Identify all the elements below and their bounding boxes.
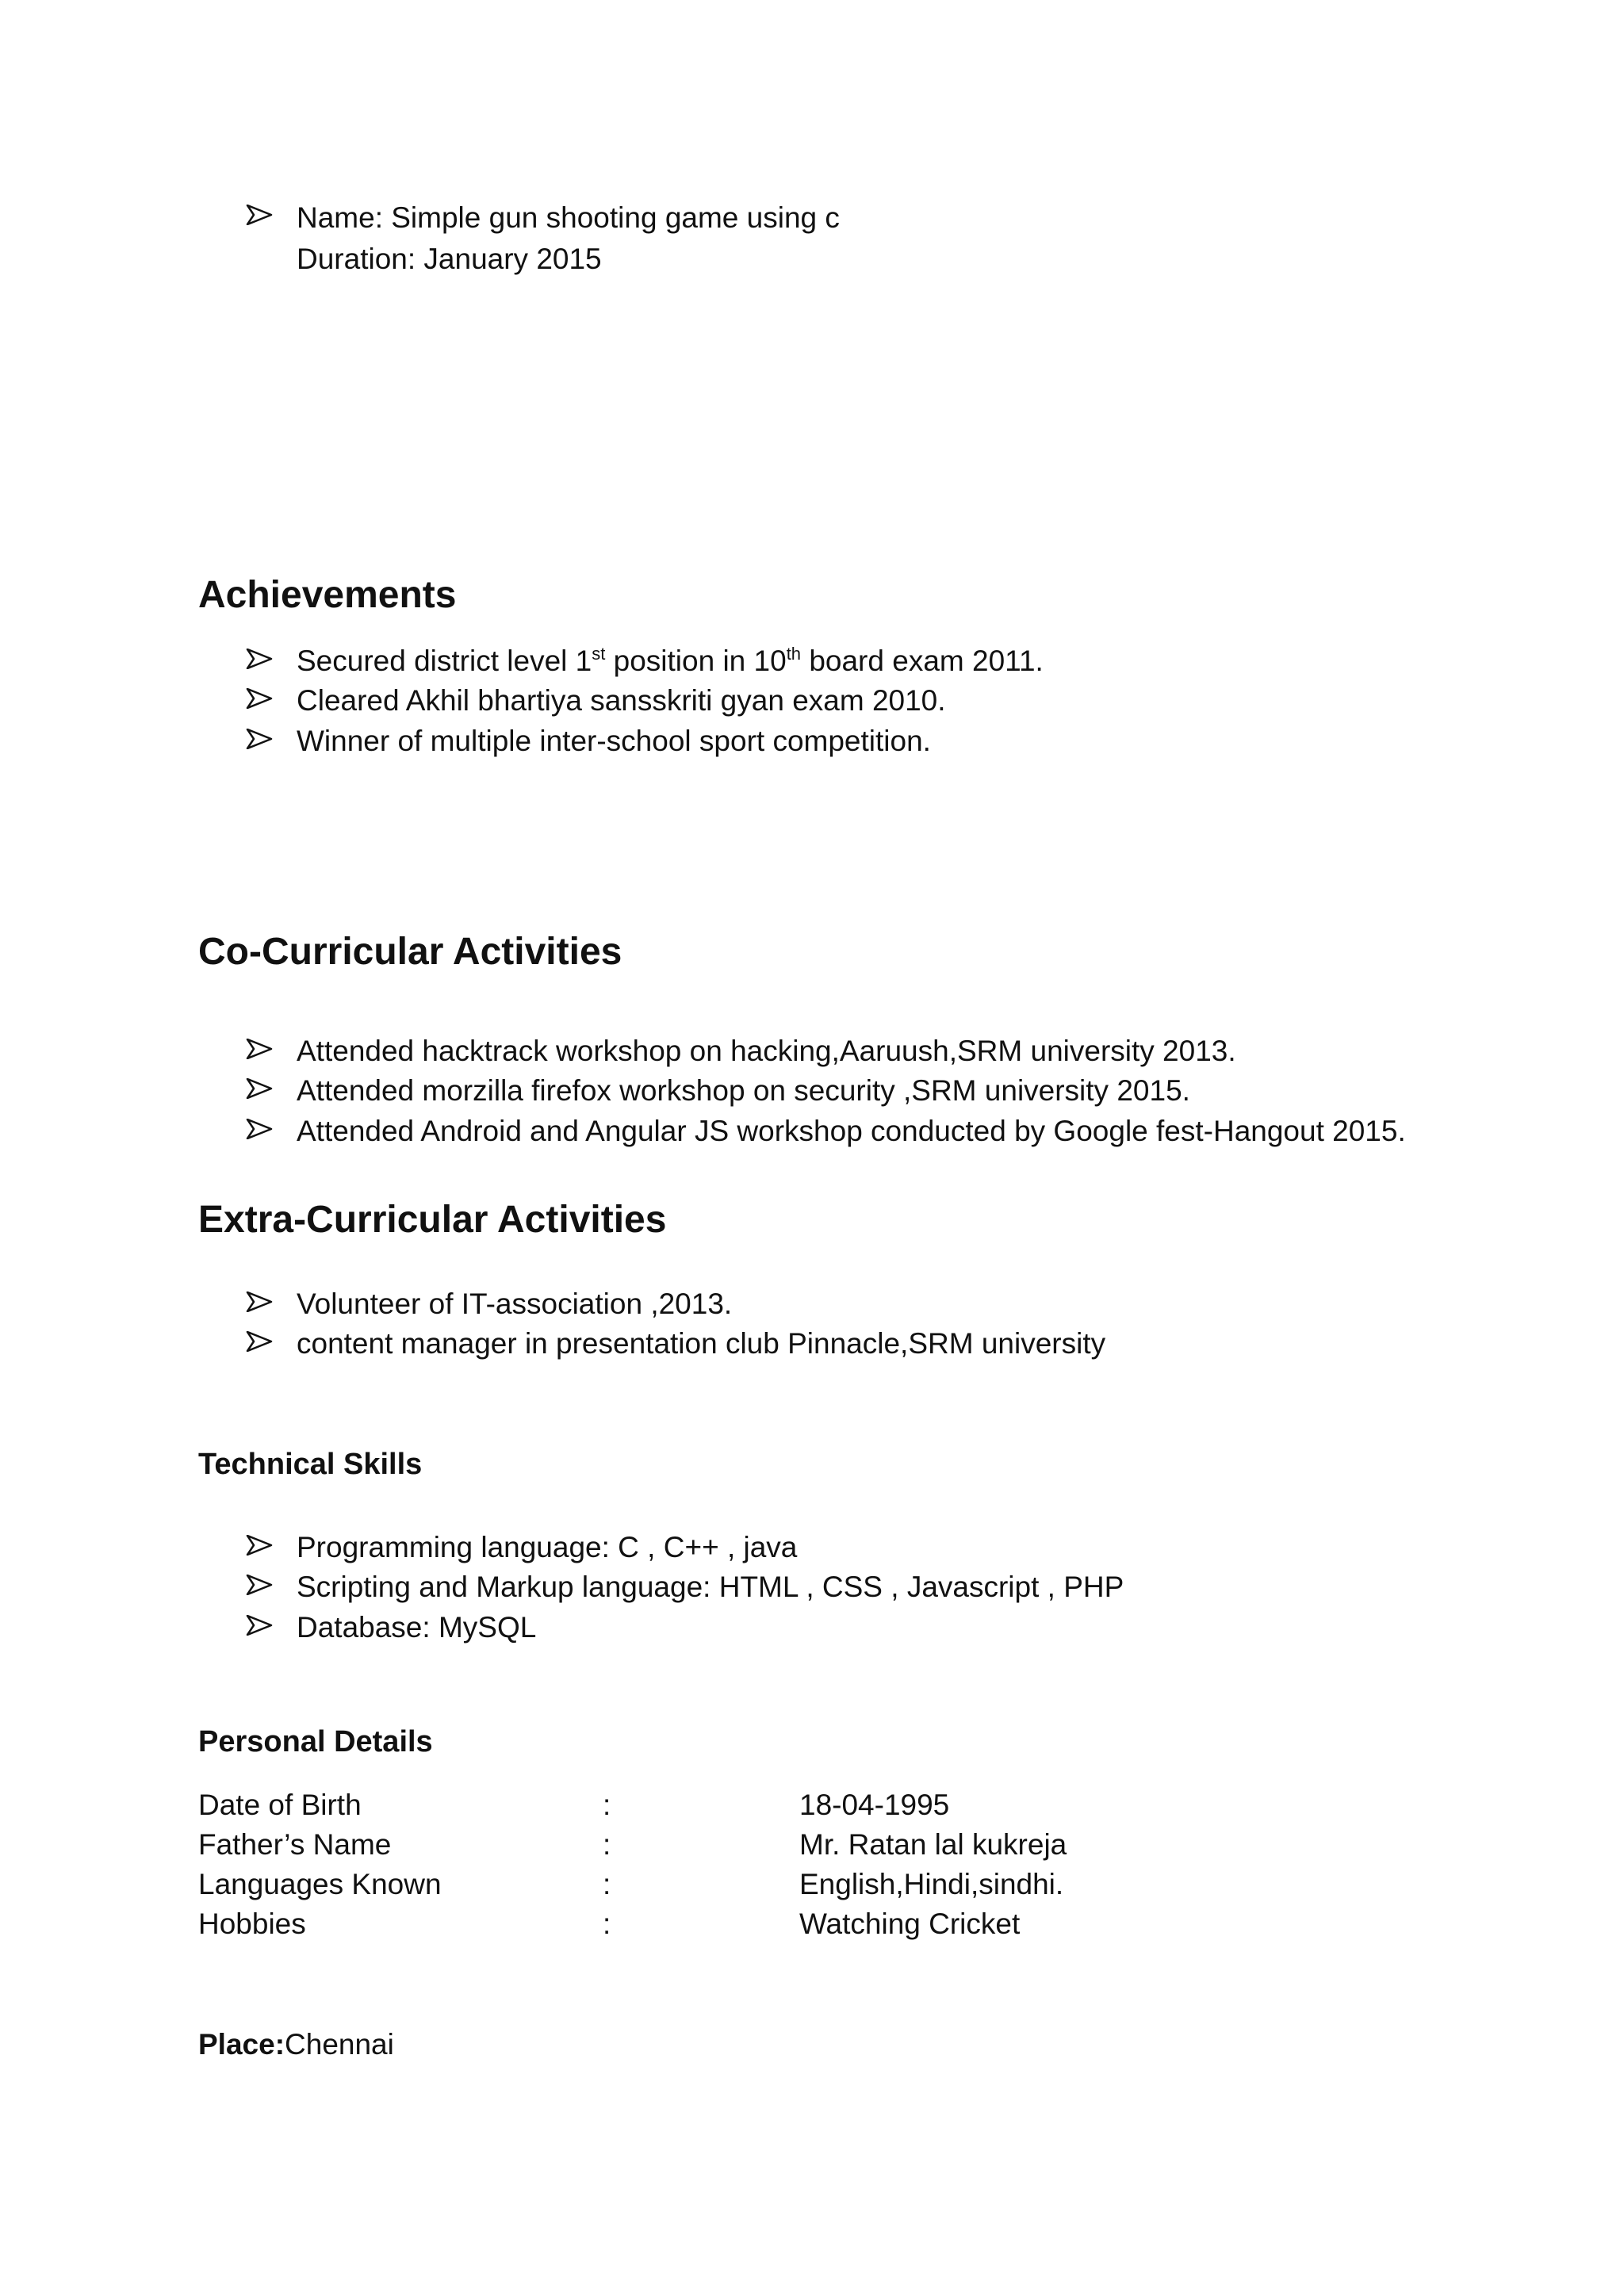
detail-label: Hobbies [198, 1908, 306, 1940]
extra-curricular-item: content manager in presentation club Pinnacle,SRM university [297, 1327, 1106, 1360]
detail-separator: : [603, 1908, 611, 1940]
arrowhead-bullet-icon [246, 205, 273, 225]
detail-value: Mr. Ratan lal kukreja [799, 1828, 1067, 1861]
place-line [198, 2030, 394, 2059]
arrowhead-bullet-icon [246, 729, 273, 749]
arrowhead-bullet-icon [246, 649, 273, 669]
technical-skill-item: Scripting and Markup language: HTML , CSS , Javascript , PHP [297, 1571, 1124, 1603]
arrowhead-bullet-icon [246, 1078, 273, 1099]
achievement-item: Cleared Akhil bhartiya sansskriti gyan exam 2010. [297, 684, 946, 717]
co-curricular-item: Attended hacktrack workshop on hacking,Aaruush,SRM university 2013. [297, 1035, 1236, 1067]
arrowhead-bullet-icon [246, 1039, 273, 1059]
detail-value: 18-04-1995 [799, 1789, 950, 1821]
detail-separator: : [603, 1789, 611, 1821]
detail-label: Father’s Name [198, 1828, 392, 1861]
co-curricular-heading: Co-Curricular Activities [198, 931, 622, 973]
arrowhead-bullet-icon [246, 1119, 273, 1139]
arrowhead-bullet-icon [246, 1615, 273, 1636]
achievements-heading: Achievements [198, 574, 457, 616]
detail-separator: : [603, 1868, 611, 1900]
detail-label: Languages Known [198, 1868, 442, 1900]
co-curricular-item: Attended Android and Angular JS workshop conducted by Google fest-Hangout 2015. [297, 1115, 1406, 1147]
extra-curricular-heading: Extra-Curricular Activities [198, 1199, 667, 1241]
achievement-item: Winner of multiple inter-school sport competition. [297, 725, 931, 757]
detail-value: Watching Cricket [799, 1908, 1021, 1940]
extra-curricular-item: Volunteer of IT-association ,2013. [297, 1288, 733, 1320]
project-name: Name: Simple gun shooting game using c [297, 201, 840, 234]
technical-skills-heading: Technical Skills [198, 1448, 423, 1481]
technical-skill-item: Database: MySQL [297, 1611, 537, 1644]
place-label: Place: [198, 2028, 285, 2061]
arrowhead-bullet-icon [246, 1575, 273, 1595]
detail-label: Date of Birth [198, 1789, 362, 1821]
arrowhead-bullet-icon [246, 1292, 273, 1312]
achievement-item: Secured district level 1st position in 10th board exam 2011. [297, 644, 1044, 677]
technical-skill-item: Programming language: C , C++ , java [297, 1531, 798, 1563]
detail-value: English,Hindi,sindhi. [799, 1868, 1064, 1900]
arrowhead-bullet-icon [246, 1331, 273, 1352]
project-duration: Duration: January 2015 [297, 243, 602, 275]
arrowhead-bullet-icon [246, 1535, 273, 1556]
arrowhead-bullet-icon [246, 688, 273, 709]
personal-details-heading: Personal Details [198, 1725, 433, 1758]
place-value: Chennai [285, 2028, 394, 2061]
co-curricular-item: Attended morzilla firefox workshop on security ,SRM university 2015. [297, 1074, 1190, 1107]
detail-separator: : [603, 1828, 611, 1861]
